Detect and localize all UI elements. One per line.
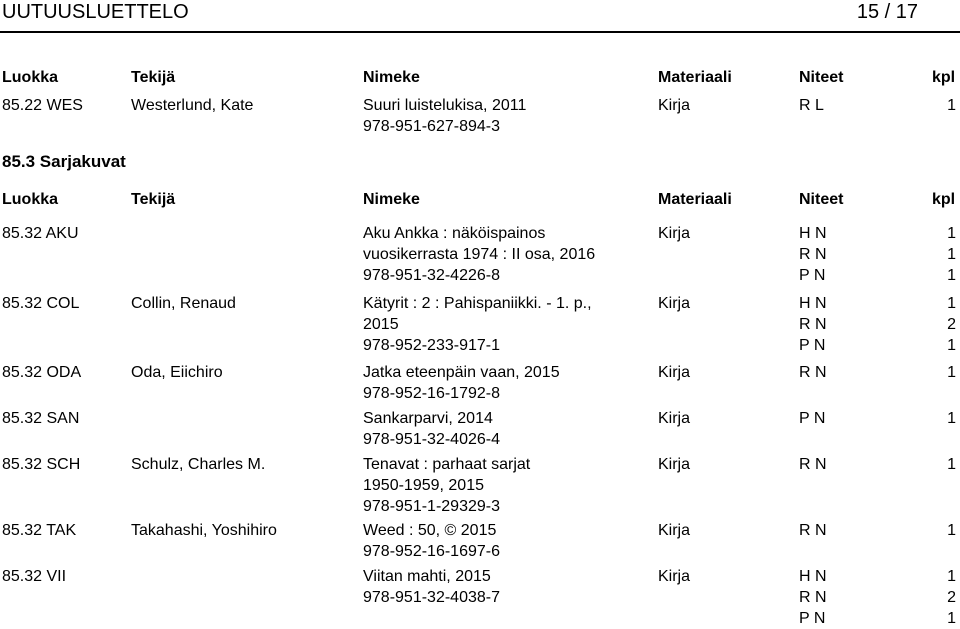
cell-tekija: Schulz, Charles M. [131,456,266,473]
header-tekija: Tekijä [131,191,176,208]
nimeke-line: 978-951-32-4026-4 [363,431,500,448]
kpl-line: 1 [947,337,956,354]
niteet-line: R N [799,246,827,263]
cell-niteet [799,362,827,383]
nimeke-line: Weed : 50, © 2015 [363,522,497,539]
kpl-line: 1 [947,267,956,284]
cell-luokka: 85.32 VII [2,568,67,585]
nimeke-line: 978-952-233-917-1 [363,337,500,354]
cell-materiaali: Kirja [658,295,691,312]
kpl-line: 1 [947,522,956,539]
header-nimeke: Nimeke [363,191,420,208]
cell-nimeke [363,566,500,608]
niteet-line: H N [799,295,827,312]
kpl-line: 1 [947,456,956,473]
cell-nimeke [363,223,595,286]
header-niteet: Niteet [799,191,844,208]
cell-nimeke [363,520,500,562]
niteet-line: P N [799,410,826,427]
kpl-line: 1 [947,225,956,242]
cell-tekija: Westerlund, Kate [131,97,254,114]
cell-kpl [947,95,956,116]
cell-luokka: 85.32 AKU [2,225,79,242]
header-kpl: kpl [932,69,956,86]
cell-kpl [947,293,956,356]
page-title: UUTUUSLUETTELO [2,1,189,23]
nimeke-line: Viitan mahti, 2015 [363,568,491,585]
kpl-line: 1 [947,295,956,312]
kpl-line: 1 [947,97,956,114]
cell-niteet [799,293,827,356]
kpl-line: 1 [947,410,956,427]
cell-materiaali: Kirja [658,410,691,427]
header-materiaali: Materiaali [658,191,732,208]
niteet-line: P N [799,610,826,627]
kpl-line: 1 [947,364,956,381]
niteet-line: R N [799,364,827,381]
cell-kpl [947,566,956,629]
nimeke-line: 2015 [363,316,399,333]
cell-luokka: 85.32 TAK [2,522,77,539]
cell-nimeke [363,408,500,450]
cell-tekija: Oda, Eiichiro [131,364,223,381]
cell-luokka: 85.32 ODA [2,364,82,381]
kpl-line: 1 [947,610,956,627]
section-title: 85.3 Sarjakuvat [2,152,126,171]
nimeke-line: 978-952-16-1697-6 [363,543,500,560]
nimeke-line: Tenavat : parhaat sarjat [363,456,531,473]
kpl-line: 2 [947,589,956,606]
cell-nimeke [363,95,526,137]
cell-materiaali: Kirja [658,97,691,114]
cell-luokka: 85.32 SCH [2,456,81,473]
cell-kpl [947,454,956,475]
header-luokka: Luokka [2,191,59,208]
cell-kpl [947,223,956,286]
nimeke-line: Jatka eteenpäin vaan, 2015 [363,364,560,381]
cell-materiaali: Kirja [658,456,691,473]
cell-tekija: Takahashi, Yoshihiro [131,522,277,539]
cell-nimeke [363,454,530,517]
nimeke-line: Suuri luistelukisa, 2011 [363,97,527,114]
nimeke-line: 978-951-1-29329-3 [363,498,500,515]
cell-nimeke [363,293,592,356]
cell-luokka: 85.32 COL [2,295,80,312]
cell-materiaali: Kirja [658,522,691,539]
header-nimeke: Nimeke [363,69,420,86]
niteet-line: R N [799,589,827,606]
cell-tekija: Collin, Renaud [131,295,236,312]
nimeke-line: Sankarparvi, 2014 [363,410,493,427]
niteet-line: R N [799,316,827,333]
cell-kpl [947,362,956,383]
nimeke-line: Kätyrit : 2 : Pahispaniikki. - 1. p., [363,295,592,312]
cell-materiaali: Kirja [658,225,691,242]
cell-kpl [947,520,956,541]
top-rule [0,31,960,33]
cell-materiaali: Kirja [658,568,691,585]
niteet-line: P N [799,337,826,354]
page-number: 15 / 17 [856,1,918,23]
niteet-line: P N [799,267,826,284]
kpl-line: 1 [947,568,956,585]
nimeke-line: 1950-1959, 2015 [363,477,484,494]
header-kpl: kpl [932,191,956,208]
cell-materiaali: Kirja [658,364,691,381]
kpl-line: 2 [947,316,956,333]
nimeke-line: 978-951-627-894-3 [363,118,500,135]
nimeke-line: vuosikerrasta 1974 : II osa, 2016 [363,246,596,263]
cell-niteet [799,454,827,475]
header-materiaali: Materiaali [658,69,732,86]
cell-luokka: 85.22 WES [2,97,83,114]
cell-niteet [799,408,825,429]
kpl-line: 1 [947,246,956,263]
cell-niteet [799,223,827,286]
niteet-line: R N [799,456,827,473]
nimeke-line: 978-952-16-1792-8 [363,385,500,402]
header-luokka: Luokka [2,69,59,86]
niteet-line: H N [799,568,827,585]
header-niteet: Niteet [799,69,844,86]
cell-niteet [799,566,827,629]
cell-kpl [947,408,956,429]
nimeke-line: Aku Ankka : näköispainos [363,225,546,242]
cell-nimeke [363,362,560,404]
cell-luokka: 85.32 SAN [2,410,80,427]
cell-niteet [799,520,827,541]
niteet-line: H N [799,225,827,242]
niteet-line: R L [799,97,824,114]
header-tekija: Tekijä [131,69,176,86]
niteet-line: R N [799,522,827,539]
nimeke-line: 978-951-32-4226-8 [363,267,500,284]
cell-niteet [799,95,824,116]
nimeke-line: 978-951-32-4038-7 [363,589,500,606]
